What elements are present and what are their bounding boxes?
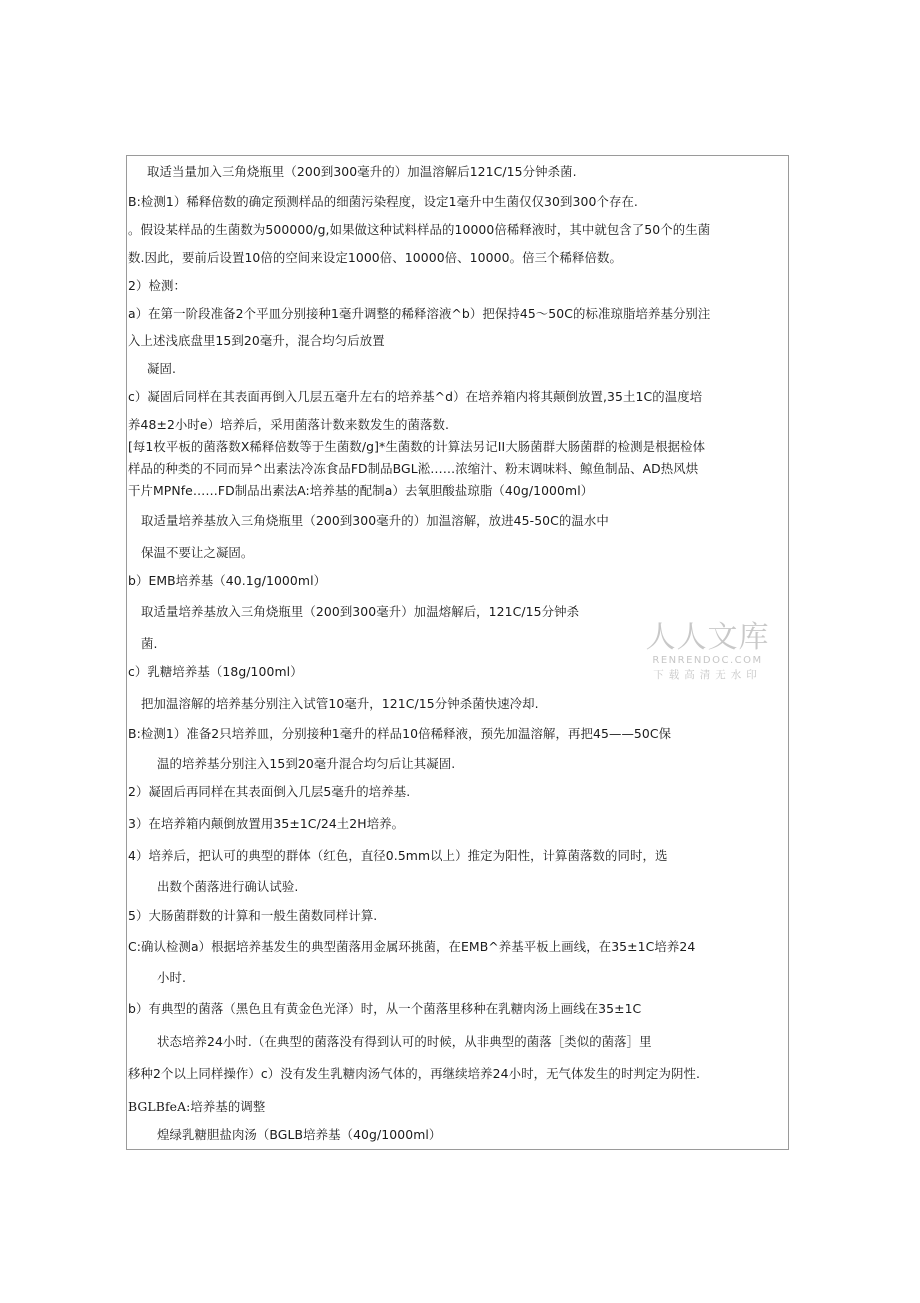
text-line: c）凝固后同样在其表面再倒入几层五毫升左右的培养基^d）在培养箱内将其颠倒放置,35土1C的温度培 [128, 389, 703, 404]
text-line: 。假设某样品的生菌数为500000/g,如果做这种试料样品的10000倍稀释液时，其中就包含了50个的生菌 [128, 222, 711, 237]
text-line: C:确认检测a）根据培养基发生的典型菌落用金属环挑菌，在EMB^养基平板上画线，在35±1C培养24 [128, 939, 696, 954]
text-line: 温的培养基分别注入15到20毫升混合均匀后让其凝固. [157, 756, 456, 771]
text-line: 保温不要让之凝固。 [141, 545, 254, 560]
text-line: 干片MPNfe……FD制品出素法A:培养基的配制a）去氧胆酸盐琼脂（40g/1000ml） [128, 483, 594, 498]
watermark [640, 622, 775, 682]
text-line: 取适当量加入三角烧瓶里（200到300毫升的）加温溶解后121C/15分钟杀菌. [147, 164, 577, 179]
text-line: 煌绿乳糖胆盐肉汤（BGLB培养基（40g/1000ml） [157, 1127, 442, 1142]
text-line: BGLBfeA:培养基的调整 [128, 1099, 266, 1114]
text-line: 4）培养后，把认可的典型的群体（红色，直径0.5mm以上）推定为阳性，计算菌落数的同时，选 [128, 848, 668, 863]
text-line: b）有典型的菌落（黑色且有黄金色光泽）时，从一个菌落里移种在乳糖肉汤上画线在35±1C [128, 1001, 642, 1016]
text-line: B:检测1）稀释倍数的确定预测样品的细菌污染程度，设定1毫升中生菌仅仅30到300个存在. [128, 194, 638, 209]
text-line: 状态培养24小时.（在典型的菌落没有得到认可的时候，从非典型的菌落［类似的菌落］里 [157, 1034, 652, 1049]
text-line: 小时. [157, 970, 187, 985]
text-line: 养48±2小时e）培养后，采用菌落计数来数发生的菌落数. [128, 417, 449, 432]
watermark-url: RENRENDOC.COM [652, 655, 763, 666]
text-line: 入上述浅底盘里15到20毫升，混合均匀后放置 [128, 333, 385, 348]
watermark-subtitle: 下载高清无水印 [653, 669, 762, 681]
text-line: 把加温溶解的培养基分别注入试管10毫升，121C/15分钟杀菌快速冷却. [141, 696, 539, 711]
text-line: [每1枚平板的菌落数X稀释倍数等于生菌数/g]*生菌数的计算法另记II大肠菌群大肠菌群的检测是根据检体 [128, 439, 706, 454]
text-line: 2）凝固后再同样在其表面倒入几层5毫升的培养基. [128, 784, 411, 799]
text-line: B:检测1）准备2只培养皿，分别接种1毫升的样品10倍稀释液，预先加温溶解，再把45——50C保 [128, 726, 672, 741]
text-line: 数.因此，要前后设置10倍的空间来设定1000倍、10000倍、10000。倍三个稀释倍数。 [128, 250, 622, 265]
text-line: 出数个菌落进行确认试验. [157, 879, 299, 894]
text-line: 凝固. [147, 361, 177, 376]
text-line: 2）检测： [128, 278, 186, 293]
text-line: 移种2个以上同样操作）c）没有发生乳糖肉汤气体的，再继续培养24小时，无气体发生的时判定为阴性. [128, 1066, 700, 1081]
text-line: 3）在培养箱内颠倒放置用35±1C/24土2H培养。 [128, 816, 405, 831]
text-line: 样品的种类的不同而异^出素法冷冻食品FD制品BGL淞……浓缩汁、粉末调味料、鲸鱼制品、AD热风烘 [128, 461, 699, 476]
text-line: 5）大肠菌群数的计算和一般生菌数同样计算. [128, 908, 378, 923]
text-line: 取适量培养基放入三角烧瓶里（200到300毫升）加温熔解后，121C/15分钟杀 [141, 604, 580, 619]
text-line: b）EMB培养基（40.1g/1000ml） [128, 573, 327, 588]
text-line: a）在第一阶段准备2个平皿分别接种1毫升调整的稀释溶液^b）把保持45〜50C的标准琼脂培养基分别注 [128, 306, 711, 321]
watermark-title: 人人文库 [645, 620, 770, 655]
text-line: c）乳糖培养基（18g/100ml） [128, 664, 303, 679]
text-line: 取适量培养基放入三角烧瓶里（200到300毫升的）加温溶解，放进45-50C的温水中 [141, 513, 609, 528]
text-line: 菌. [141, 636, 158, 651]
